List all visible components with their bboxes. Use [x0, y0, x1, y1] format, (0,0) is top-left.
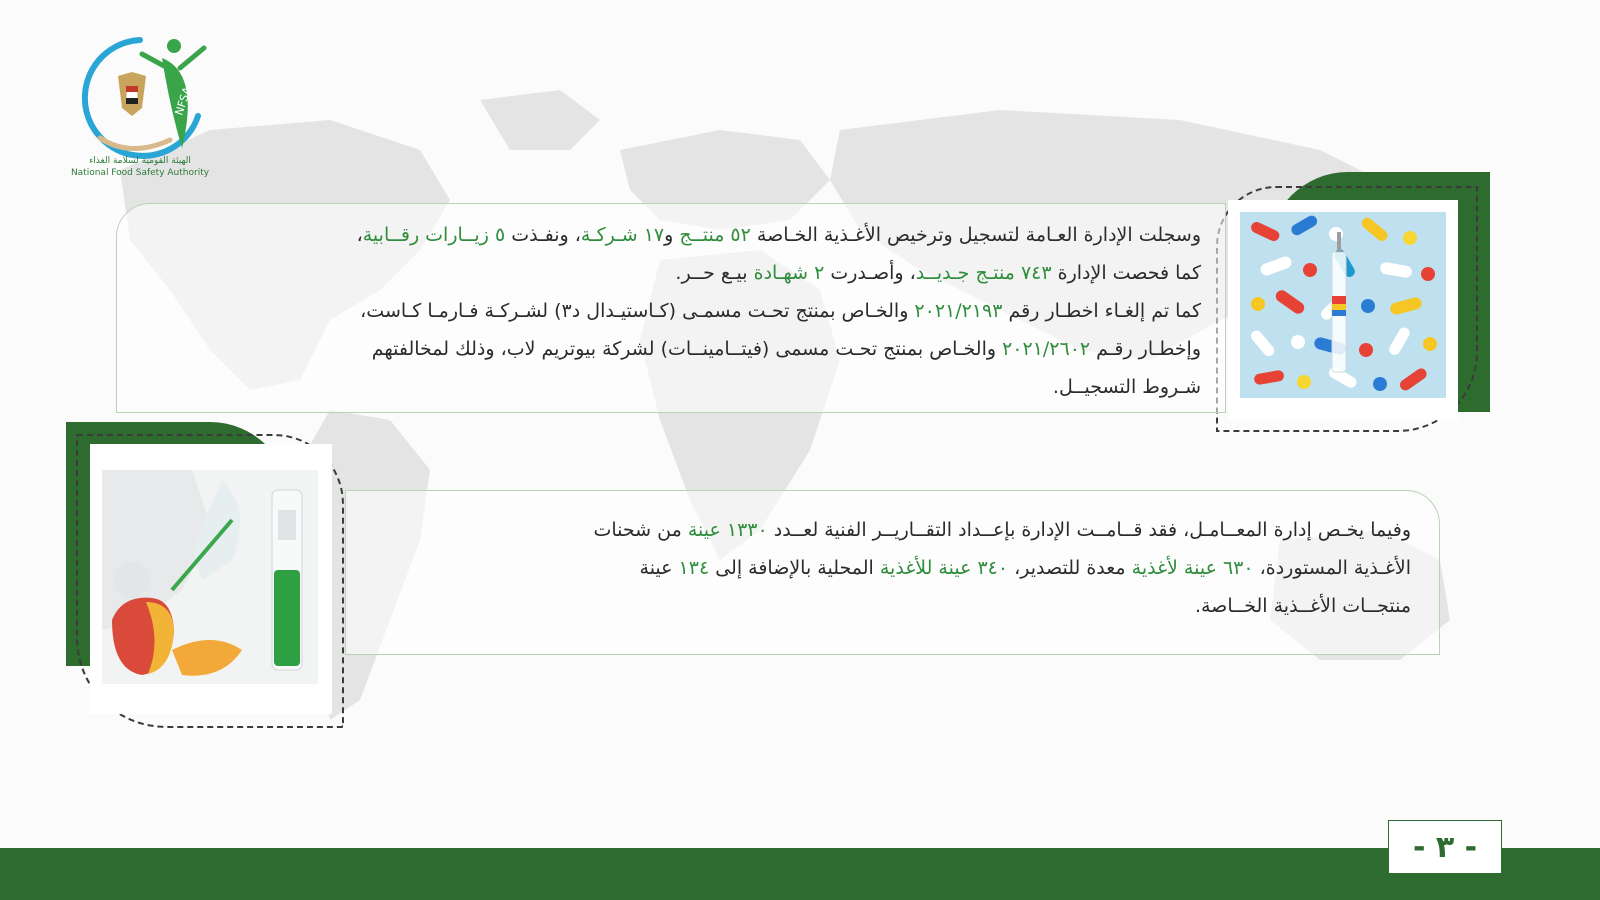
section1-paragraph [147, 216, 1201, 406]
text-run: عينة [639, 557, 679, 579]
paragraph-line [147, 254, 1201, 292]
text-run: وإخطـار رقـم [1090, 338, 1201, 360]
logo-name-arabic: الهيئة القومية لسلامة الغذاء [89, 156, 191, 166]
text-run: والخـاص بمنتج تحـت مسمـى (كـاستيـدال د٣) لشـركـة فـارمـا كـاست، [360, 300, 915, 322]
page-number-box [1388, 820, 1502, 874]
highlighted-figure: ٥ زيــارات رقــابية [362, 224, 506, 246]
text-run: من شحنات [593, 519, 688, 541]
text-run: كما فحصت الإدارة [1051, 262, 1201, 284]
text-run: ، وأصـدرت [824, 262, 916, 284]
text-run: و [664, 224, 680, 246]
text-run: كما تم إلغـاء اخطـار رقم [1002, 300, 1201, 322]
text-run: والخـاص بمنتج تحـت مسمى (فيتــامينــات) لشركة بيوتريم لاب، وذلك لمخالفتهم [371, 338, 1003, 360]
text-run: وفيما يخـص إدارة المعــامـل، فقد قــامــت الإدارة بإعــداد التقــاريــر الفنية لعــدد [767, 519, 1411, 541]
highlighted-figure: ٥٢ منتــج [679, 224, 751, 246]
text-run: وسجلت الإدارة العـامة لتسجيل وترخيص الأغـذية الخـاصة [750, 224, 1201, 246]
text-run: ، [356, 224, 363, 246]
logo-abbr: NFSA [172, 85, 194, 117]
text-run: معدة للتصدير، [1008, 557, 1132, 579]
paragraph-line [356, 511, 1411, 549]
highlighted-figure: ٢ شهـادة [753, 262, 825, 284]
highlighted-figure: ١٣٣٠ عينة [687, 519, 768, 541]
text-run: الأغـذية المستوردة، [1253, 557, 1411, 579]
section2-paragraph [356, 511, 1411, 625]
highlighted-figure: ٢٠٢١/٢٦٠٢ [1002, 338, 1091, 360]
section2-text-box [345, 490, 1440, 655]
highlighted-figure: ٣٤٠ عينة للأغذية [879, 557, 1009, 579]
text-run: شـروط التسجيــل. [1052, 376, 1201, 398]
text-run: ، ونفـذت [505, 224, 581, 246]
paragraph-line [356, 549, 1411, 587]
paragraph-line [147, 216, 1201, 254]
paragraph-line [147, 330, 1201, 368]
pills-capsules-photo [1240, 212, 1446, 398]
text-run: منتجــات الأغــذية الخــاصة. [1194, 595, 1411, 617]
highlighted-figure: ١٣٤ [678, 557, 710, 579]
paragraph-line [147, 368, 1201, 406]
highlighted-figure: ١٧ شـركـة [580, 224, 665, 246]
highlighted-figure: ٢٠٢١/٢١٩٣ [914, 300, 1003, 322]
page-number: - ٣ - [1412, 829, 1478, 865]
footer-band [0, 848, 1600, 900]
paragraph-line [356, 587, 1411, 625]
text-run: بيـع حــر. [675, 262, 754, 284]
highlighted-figure: ٦٣٠ عينة لأغذية [1131, 557, 1254, 579]
highlighted-figure: ٧٤٣ منتـج جـديــد [915, 262, 1052, 284]
egypt-eagle-icon [118, 72, 146, 116]
logo-name-english: National Food Safety Authority [70, 168, 210, 178]
paragraph-line [147, 292, 1201, 330]
text-run: المحلية بالإضافة إلى [709, 557, 880, 579]
section1-text-box [116, 203, 1226, 413]
lab-apple-test-tube-photo [102, 470, 318, 684]
